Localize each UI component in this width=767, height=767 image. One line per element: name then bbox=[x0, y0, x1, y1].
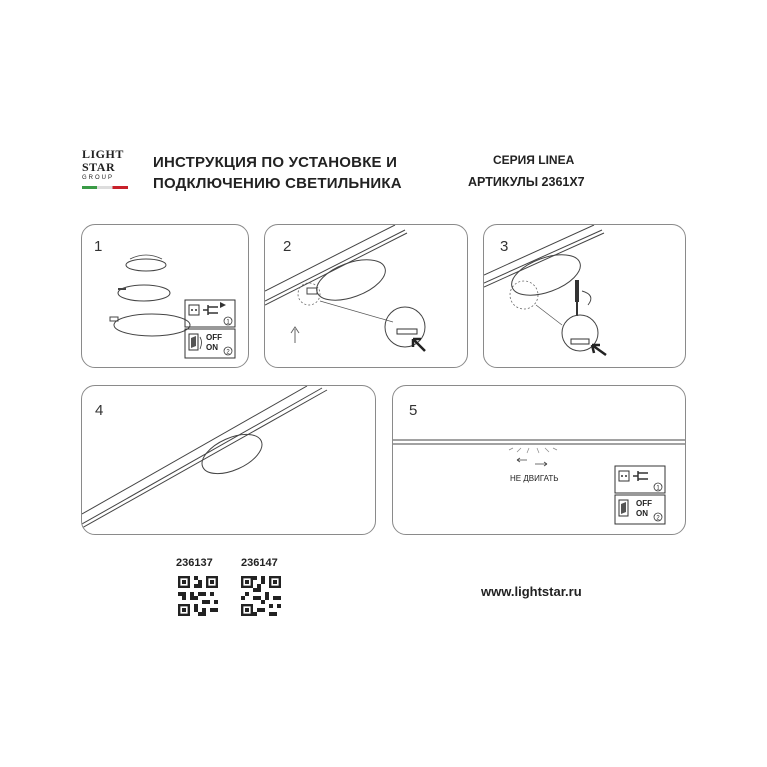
qr-code-1[interactable] bbox=[178, 576, 218, 616]
qr-code-2[interactable] bbox=[241, 576, 281, 616]
step-2-panel bbox=[264, 224, 468, 368]
step-5-panel bbox=[392, 385, 686, 535]
logo-line1: LIGHT bbox=[82, 147, 124, 161]
step-3-number: 3 bbox=[500, 238, 509, 255]
step-5-circ-2: 2 bbox=[656, 515, 660, 522]
qr-code-label-1: 236137 bbox=[176, 557, 213, 569]
step-1-panel bbox=[81, 224, 249, 368]
step-2-illustration bbox=[265, 225, 467, 367]
step-1-number: 1 bbox=[94, 238, 103, 255]
logo-flag-stripe bbox=[82, 186, 128, 189]
title-line1: ИНСТРУКЦИЯ ПО УСТАНОВКЕ И bbox=[153, 154, 398, 171]
step-5-warning: НЕ ДВИГАТЬ bbox=[510, 474, 559, 483]
logo-line2: STAR bbox=[82, 160, 116, 174]
brand-logo bbox=[82, 148, 130, 200]
step-1-illustration bbox=[82, 225, 248, 367]
articles-label: АРТИКУЛЫ 2361X7 bbox=[468, 175, 585, 189]
step-5-on-label: ON bbox=[636, 509, 648, 518]
step-5-circ-1: 1 bbox=[656, 485, 660, 492]
step-1-on-label: ON bbox=[206, 343, 218, 352]
document-title bbox=[153, 152, 402, 194]
step-4-number: 4 bbox=[95, 402, 104, 419]
step-2-number: 2 bbox=[283, 238, 292, 255]
website-url[interactable]: www.lightstar.ru bbox=[481, 584, 582, 599]
step-3-illustration bbox=[484, 225, 685, 367]
step-5-number: 5 bbox=[409, 402, 418, 419]
step-5-off-label: OFF bbox=[636, 499, 652, 508]
step-4-panel bbox=[81, 385, 376, 535]
step-1-circ-1: 1 bbox=[226, 319, 230, 326]
step-4-illustration bbox=[82, 386, 375, 534]
qr-code-label-2: 236147 bbox=[241, 557, 278, 569]
step-1-off-label: OFF bbox=[206, 333, 222, 342]
logo-line3: GROUP bbox=[82, 175, 115, 181]
step-3-panel bbox=[483, 224, 686, 368]
title-line2: ПОДКЛЮЧЕНИЮ СВЕТИЛЬНИКА bbox=[153, 175, 402, 192]
step-1-circ-2: 2 bbox=[226, 349, 230, 356]
series-label: СЕРИЯ LINEA bbox=[493, 153, 575, 167]
